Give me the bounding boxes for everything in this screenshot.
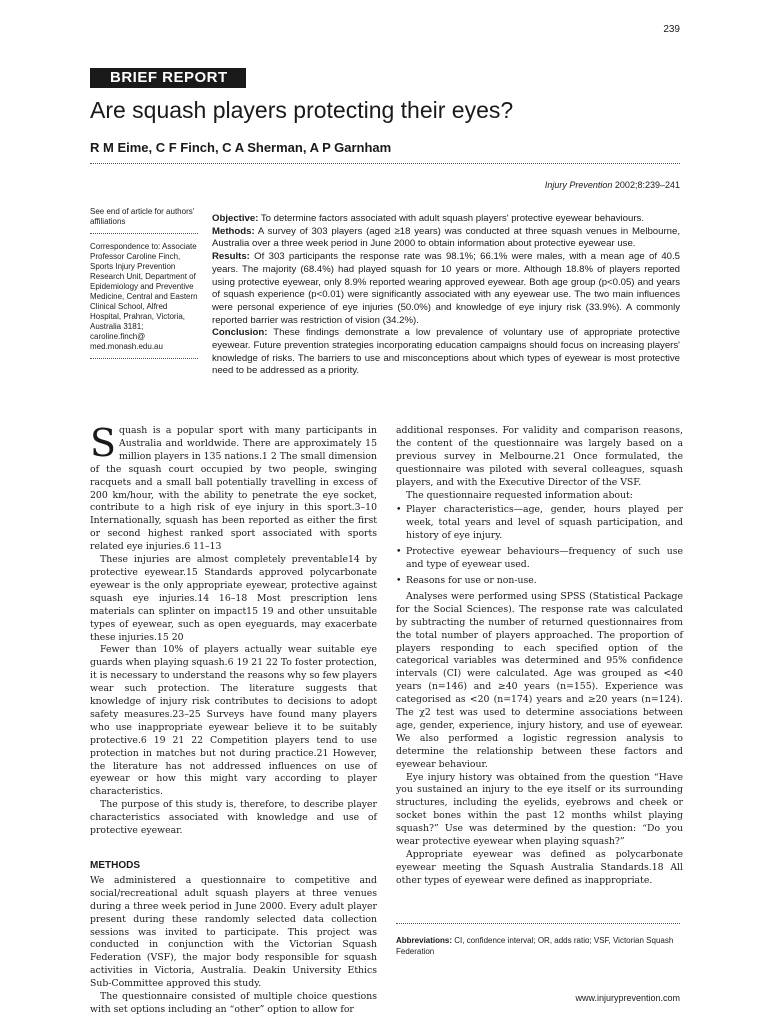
abbreviations-box [396, 935, 680, 957]
conclusion-label: Conclusion: [212, 327, 268, 339]
body-paragraph: These injuries are almost completely preventable14 by protective eyewear.15 Standards approved polycarbonate eyewear is the only appropriate eyewear, protective against squash eye injuries.14 16–18 Most prescription lens materials can splinter on impact15 19 and other unsuitable types of eyewear, such as open eyeguards, may exacerbate these injuries.15 20 [90, 554, 377, 643]
body-paragraph: additional responses. For validity and comparison reasons, the content of the questionnaire was largely based on a previous survey in Melbourne.21 Once formulated, the questionnaire was piloted with several colleagues, squash players, and with the Executive Director of the VSF. [396, 425, 683, 488]
article-sidebar [90, 207, 200, 367]
body-paragraph: Appropriate eyewear was defined as polycarbonate eyewear meeting the Squash Australia Standards.18 All other types of eyewear were defined as inappropriate. [396, 849, 683, 886]
abbreviations-text: CI, confidence interval; OR, adds ratio; VSF, Victorian Squash Federation [396, 936, 674, 956]
abstract-results [212, 251, 680, 327]
body-paragraph: The purpose of this study is, therefore, to describe player characteristics associated with knowledge and use of protective eyewear. [90, 799, 377, 837]
objective-label: Objective: [212, 213, 259, 224]
abstract-conclusion [212, 327, 680, 378]
body-paragraph: Eye injury history was obtained from the question “Have you sustained an injury to the eye itself or its surrounding structures, including the eyelids, eyebrows and cheek or socket bones within the past 12 months whilst playing squash?” Use was determined by the question: “Do you wear protective eyewear when playing squash?” [396, 771, 683, 848]
drop-cap: S [90, 421, 117, 465]
body-column-left [90, 421, 377, 1017]
results-text: Of 303 participants the response rate was 98.1%; 66.1% were males, with a mean age of 40.5 years. The majority (68.4%) had played squash for 10 years or more. Although 18.8% of players reported using protective eyewear, only 8.9% reported wearing approved eyewear. Both age group (p<0.05) and years of squash experience (p<0.01) were significantly associated with any eyewear use. The two main influences were personal experience of eye injuries (50.0%) and knowledge of eye injury risk (33.9%). A commonly reported barrier was restriction of vision (34.2%). [212, 251, 680, 326]
abstract-methods [212, 226, 680, 251]
body-paragraph: We administered a questionnaire to competitive and social/recreational adult squash players at three venues during a three week period in June 2000. Every adult player present during these randomly selected data collection sessions was invited to participate. This project was conducted in conjunction with the Victorian Squash Federation (VSF), the major body responsible for squash activities in Victoria, Australia. Deakin University Ethics Sub-Committee approved this study. [90, 874, 377, 990]
conclusion-text: These findings demonstrate a low prevalence of voluntary use of appropriate protective eyewear. Future prevention strategies incorporating education campaigns should focus on increasing players' knowledge of risks. The barriers to use and misconceptions about which types of eyewear is most protective need to be addressed as a priority. [212, 327, 680, 377]
journal-name: Injury Prevention [544, 180, 613, 190]
footer-url: www.injuryprevention.com [575, 993, 680, 1003]
journal-citation [545, 180, 680, 190]
list-item: • Player characteristics—age, gender, hours played per week, total years and level of squash participation, and history of eye injury. [396, 504, 683, 543]
methods-heading: METHODS [90, 860, 140, 871]
body-paragraph: The questionnaire requested information about: [406, 489, 633, 501]
header-divider [90, 163, 680, 164]
body-paragraph [90, 421, 377, 554]
citation-volume: 2002;8:239–241 [612, 180, 680, 190]
page-number: 239 [663, 24, 680, 35]
results-label: Results: [212, 251, 250, 263]
objective-text: To determine factors associated with adult squash players' protective eyewear behaviours. [258, 213, 644, 224]
author-list: R M Eime, C F Finch, C A Sherman, A P Garnham [90, 140, 392, 155]
body-paragraph: The questionnaire consisted of multiple choice questions with set options including an “other” option to allow for [90, 991, 377, 1015]
sidebar-divider [90, 358, 198, 359]
methods-text: A survey of 303 players (aged ≥18 years) was conducted at three squash venues in Melbourne, Australia over a three week period in June 2000 to obtain information about protective eyewear use. [212, 225, 680, 250]
paragraph-text: quash is a popular sport with many participants in Australia and worldwide. There are approximately 15 million players in 135 nations.1 2 The small dimension of the squash court occupied by two people, swinging racquets and a small ball potentially travelling in excess of 200 km/hour, with the ability to penetrate the eye socket, contribute to a high risk of eye injury in this sport.3–10 Internationally, squash has been reported as either the first or second highest ranked sport associated with sports related eye injuries.6 11–13 [90, 425, 377, 553]
body-column-right [396, 425, 683, 888]
methods-label: Methods: [212, 225, 255, 237]
section-tag: BRIEF REPORT [90, 68, 246, 88]
affiliations-note: See end of article for authors' affiliations [90, 207, 195, 226]
abbreviations-label: Abbreviations: [396, 936, 453, 945]
abbreviations-divider [396, 923, 680, 924]
article-title: Are squash players protecting their eyes? [90, 97, 514, 123]
body-paragraph: Fewer than 10% of players actually wear suitable eye guards when playing squash.6 19 21 22 To foster protection, it is necessary to understand the reasons why so few players wear such protection. The literature suggests that knowledge of injury risk contributes to decisions to adopt safety measures.23–25 Surveys have found many players who use inappropriate eyewear believe it to be suitably protective.6 19 21 22 Competition players tend to use protection in matches but not during practice.21 However, the literature has not addressed influences on use of eyewear or how this might vary according to player characteristics. [90, 644, 377, 798]
info-list [396, 504, 683, 587]
list-item: • Reasons for use or non-use. [396, 575, 683, 588]
body-paragraph: Analyses were performed using SPSS (Statistical Package for the Social Sciences). The response rate was calculated by subtracting the number of returned questionnaires from the total number of players approached. The proportion of players responding to each specified option of the categorical variables was determined and 95% confidence intervals (CI) were calculated. Age was grouped as <40 years (n=146) and ≥40 years (n=155). Experience was categorised as <20 (n=174) years and ≥20 years (n=124). The χ2 test was used to determine associations between age, gender, experience, injury history, and use of eyewear. We also performed a logistic regression analysis to determine the relationship between these factors and eyewear behaviour. [396, 590, 683, 770]
abstract-objective [212, 213, 680, 226]
sidebar-divider [90, 233, 198, 234]
correspondence-note: Correspondence to: Associate Professor Caroline Finch, Sports Injury Prevention Research Unit, Department of Epidemiology and Preventive Medicine, Central and Eastern Clinical School, Alfred Hospital, Prahran, Victoria, Australia 3181; caroline.finch@ med.monash.edu.au [90, 242, 198, 351]
abstract [212, 213, 680, 378]
list-item: • Protective eyewear behaviours—frequency of such use and type of eyewear used. [396, 546, 683, 572]
